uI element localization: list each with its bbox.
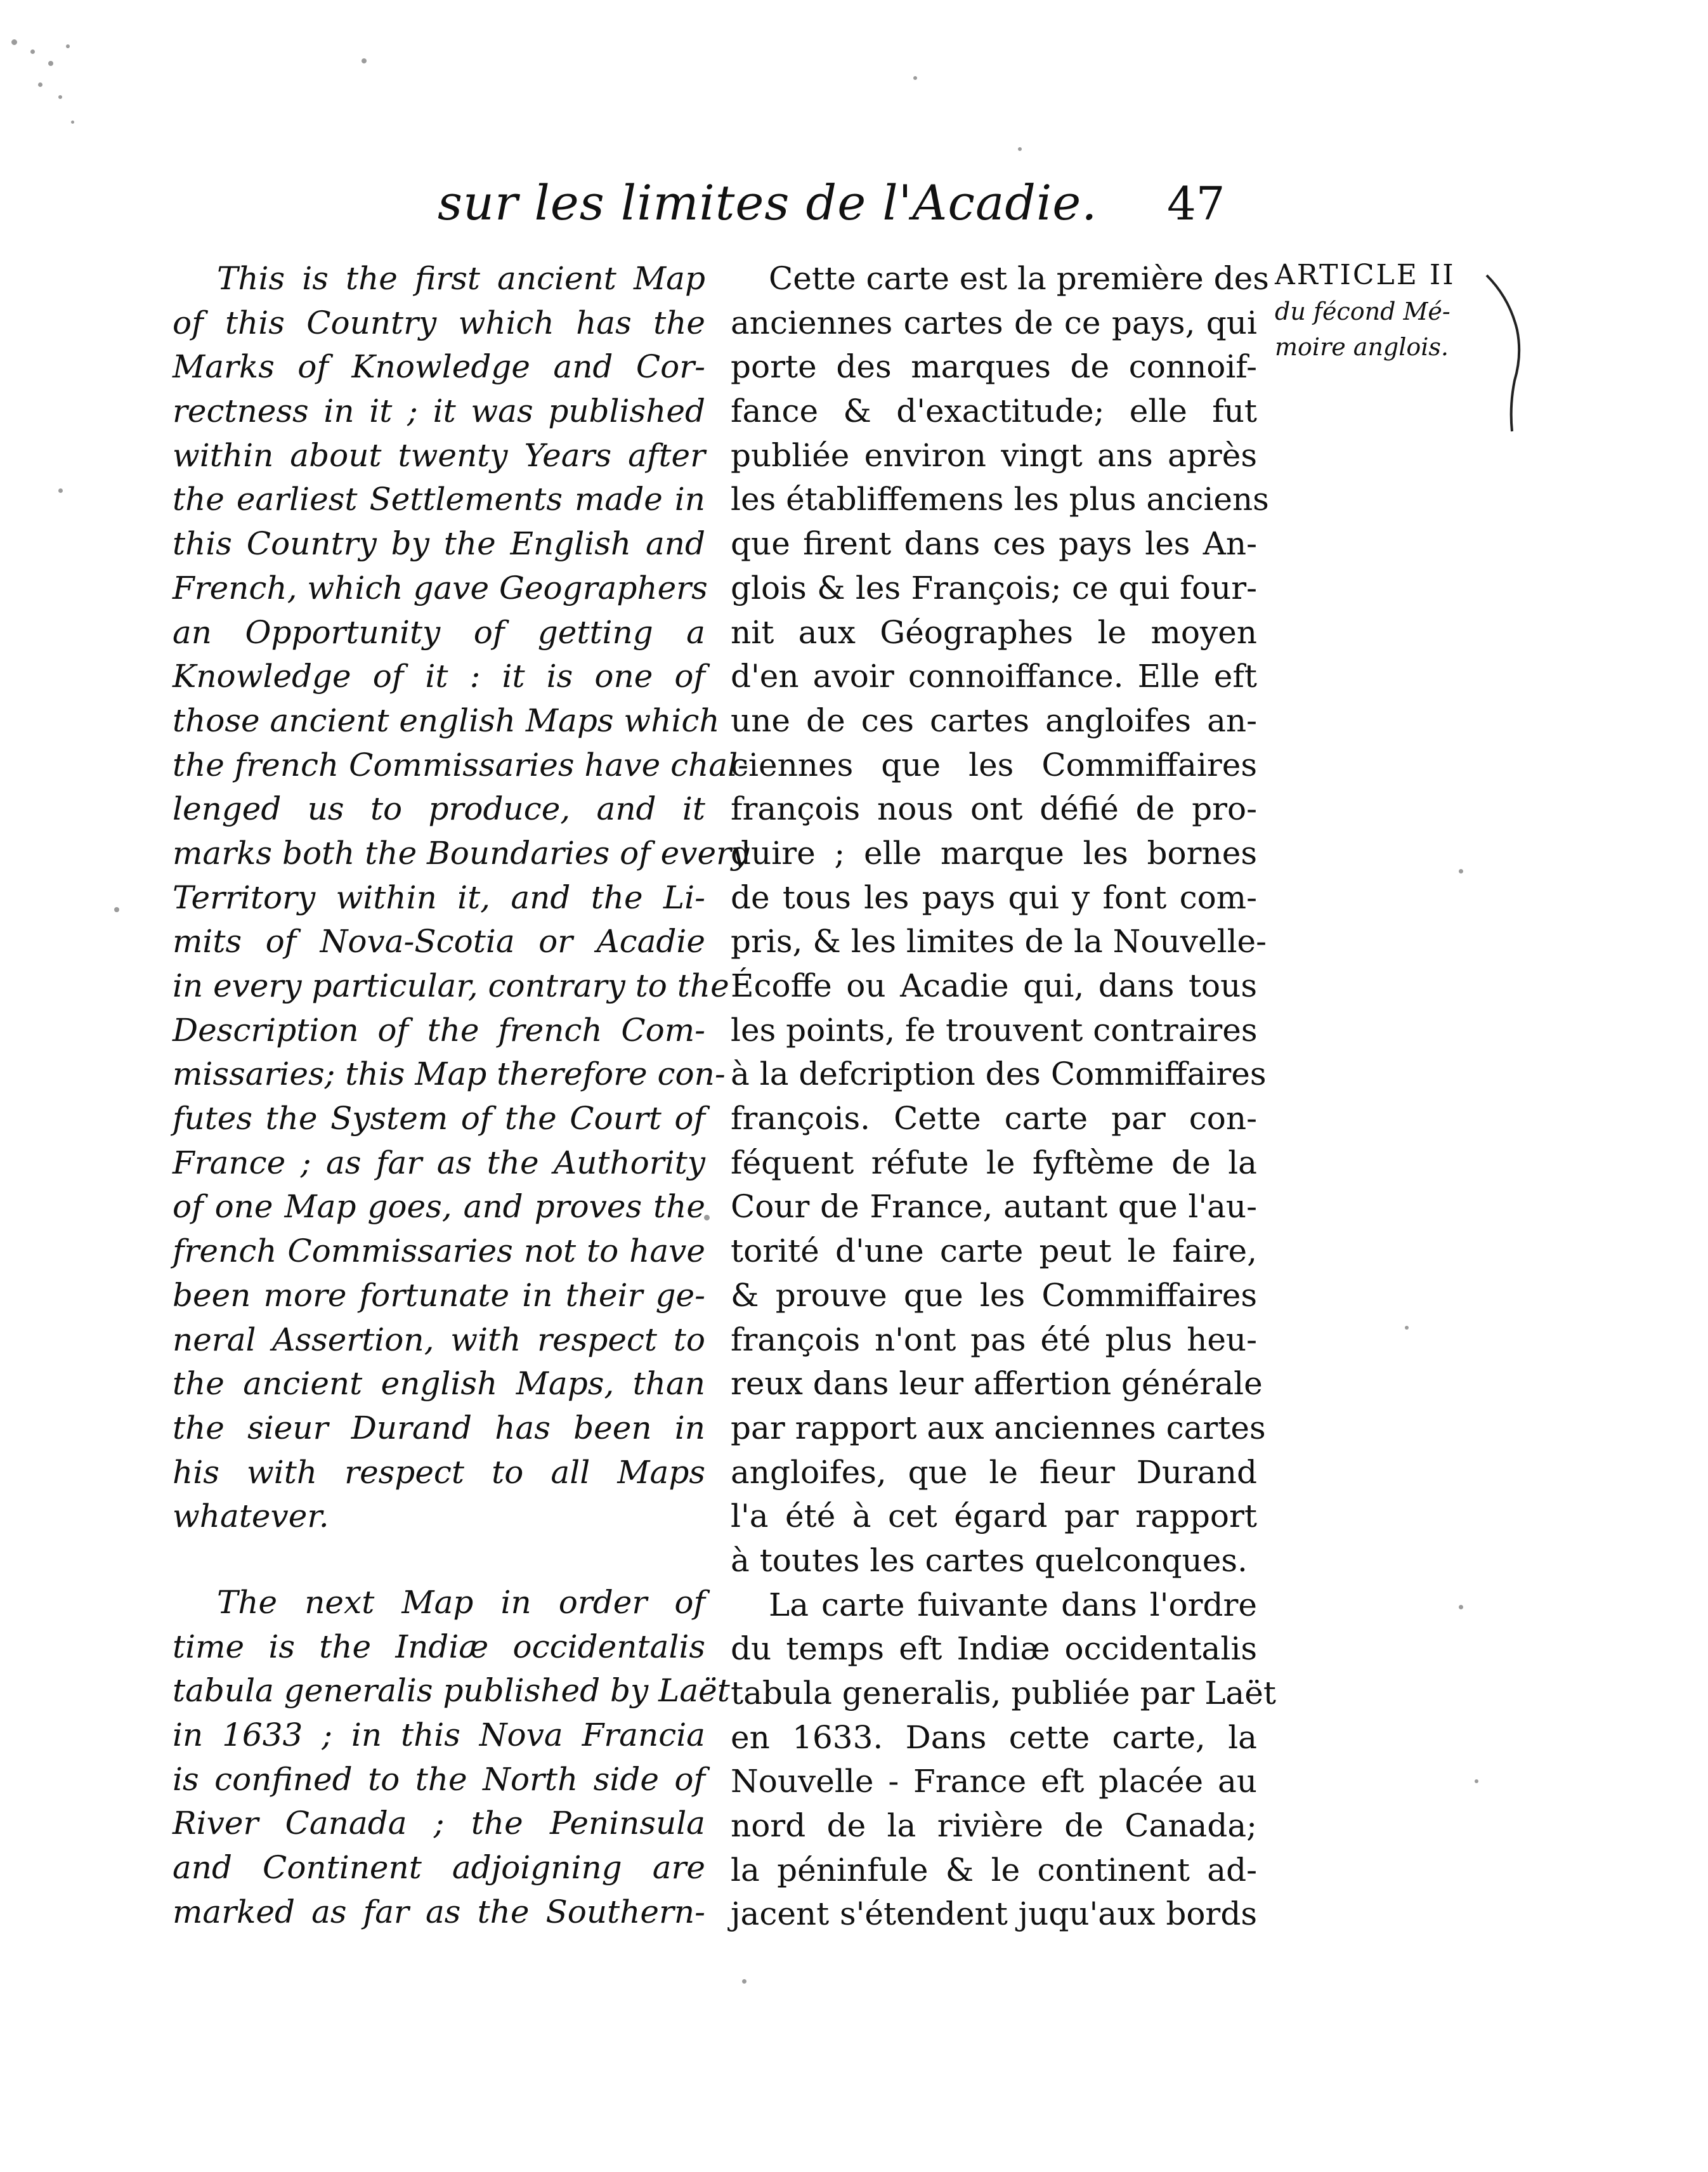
- margin-note-line: moire anglois.: [1275, 333, 1449, 361]
- margin-bracket-icon: [1484, 273, 1529, 438]
- text-line: rectness in it ; it was published: [173, 393, 705, 430]
- page-number: 47: [1167, 177, 1225, 230]
- text-line: une de ces cartes angloifes an-: [731, 702, 1257, 739]
- text-line: en 1633. Dans cette carte, la: [731, 1718, 1257, 1756]
- text-line: futes the System of the Court of: [173, 1100, 705, 1137]
- scan-speck: [114, 907, 119, 912]
- text-line: françois n'ont pas été plus heu-: [731, 1321, 1257, 1358]
- text-line: River Canada ; the Peninsula: [173, 1805, 705, 1842]
- text-line: féquent réfute le fyftème de la: [731, 1144, 1257, 1181]
- text-line: les établiffemens les plus anciens: [731, 481, 1269, 518]
- text-line: Écoffe ou Acadie qui, dans tous: [731, 967, 1257, 1004]
- text-line: time is the Indiæ occidentalis: [173, 1628, 705, 1665]
- text-line: the french Commissaries have chal-: [173, 746, 749, 783]
- text-line: Nouvelle - France eft placée au: [731, 1763, 1257, 1800]
- text-line: jacent s'étendent juqu'aux bords: [731, 1895, 1257, 1933]
- text-line: la péninfule & le continent ad-: [731, 1851, 1257, 1888]
- text-line: his with respect to all Maps: [173, 1453, 705, 1491]
- text-line: the earliest Settlements made in: [173, 481, 705, 518]
- paragraph-gap: [173, 1539, 705, 1581]
- text-line: of this Country which has the: [173, 304, 705, 341]
- text-line: missaries; this Map therefore con-: [173, 1056, 726, 1093]
- text-line: tabula generalis published by Laët: [173, 1672, 730, 1710]
- text-line: the ancient english Maps, than: [173, 1365, 705, 1403]
- text-line: French, which gave Geographers: [173, 569, 708, 606]
- text-line: duire ; elle marque les bornes: [731, 834, 1257, 872]
- scan-speck: [362, 58, 367, 63]
- text-line: glois & les François; ce qui four-: [731, 569, 1257, 606]
- text-line: in 1633 ; in this Nova Francia: [173, 1717, 705, 1753]
- scan-speck: [71, 121, 74, 124]
- text-line: Knowledge of it : it is one of: [173, 658, 705, 695]
- text-line: Cour de France, autant que l'au-: [731, 1188, 1257, 1226]
- text-line: marks both the Boundaries of every: [173, 834, 750, 872]
- text-line: is confined to the North side of: [173, 1760, 705, 1798]
- text-line: Marks of Knowledge and Cor-: [173, 348, 705, 386]
- english-column: [173, 257, 750, 1934]
- scan-speck: [58, 95, 62, 99]
- text-line: Cette carte est la première des: [769, 260, 1269, 297]
- text-line: within about twenty Years after: [173, 436, 705, 474]
- scan-speck: [913, 76, 917, 80]
- french-column: [731, 257, 1276, 1937]
- text-line: Territory within it, and the Li-: [173, 879, 705, 916]
- text-line: françois. Cette carte par con-: [731, 1100, 1257, 1137]
- running-header: [438, 174, 1262, 244]
- french-paragraph-2: [731, 1583, 1276, 1937]
- text-line: reux dans leur affertion générale: [731, 1365, 1263, 1403]
- text-line: and Continent adjoigning are: [173, 1849, 705, 1887]
- english-paragraph-1: [173, 257, 750, 1539]
- text-line: pris, & les limites de la Nouvelle-: [731, 923, 1267, 960]
- text-line: par rapport aux anciennes cartes: [731, 1409, 1266, 1446]
- text-line: those ancient english Maps which: [173, 702, 720, 739]
- text-line: La carte fuivante dans l'ordre: [769, 1586, 1257, 1623]
- margin-note-title: ARTICLE II: [1275, 259, 1456, 291]
- text-line: been more fortunate in their ge-: [173, 1276, 705, 1314]
- text-line: fance & d'exactitude; elle fut: [731, 393, 1257, 430]
- text-line: les points, fe trouvent contraires: [731, 1011, 1258, 1049]
- text-line: The next Map in order of: [217, 1583, 705, 1621]
- text-line: & prouve que les Commiffaires: [731, 1276, 1257, 1314]
- text-line: angloifes, que le fieur Durand: [731, 1453, 1257, 1491]
- scan-speck: [1475, 1779, 1478, 1783]
- text-line: of one Map goes, and proves the: [173, 1188, 705, 1226]
- text-line: France ; as far as the Authority: [173, 1144, 705, 1181]
- running-title: sur les limites de l'Acadie.: [438, 174, 1098, 231]
- text-line: porte des marques de connoif-: [731, 348, 1257, 386]
- text-line: publiée environ vingt ans après: [731, 436, 1257, 474]
- text-line: marked as far as the Southern-: [173, 1893, 705, 1930]
- text-line: this Country by the English and: [173, 525, 705, 563]
- english-paragraph-2: [173, 1581, 730, 1935]
- scan-speck: [66, 44, 70, 48]
- scan-speck: [38, 82, 42, 87]
- scan-speck: [11, 39, 17, 45]
- scan-speck: [58, 488, 63, 493]
- text-line: Description of the french Com-: [173, 1011, 705, 1049]
- text-line: in every particular, contrary to the: [173, 967, 729, 1004]
- text-line: an Opportunity of getting a: [173, 613, 705, 651]
- scan-speck: [1018, 147, 1022, 151]
- scan-speck: [1405, 1326, 1409, 1330]
- text-line: à toutes les cartes quelconques.: [731, 1541, 1248, 1579]
- text-line: d'en avoir connoiffance. Elle eft: [731, 658, 1257, 695]
- text-line: This is the first ancient Map: [217, 260, 705, 297]
- scan-speck: [1459, 869, 1463, 873]
- text-line: neral Assertion, with respect to: [173, 1321, 705, 1358]
- text-line: françois nous ont défié de pro-: [731, 790, 1257, 828]
- text-line: the sieur Durand has been in: [173, 1409, 705, 1446]
- text-line: mits of Nova-Scotia or Acadie: [173, 923, 705, 960]
- scan-speck: [30, 49, 35, 54]
- scan-speck: [742, 1979, 746, 1984]
- text-line: anciennes cartes de ce pays, qui: [731, 304, 1257, 341]
- scan-speck: [1459, 1605, 1463, 1609]
- text-line: nit aux Géographes le moyen: [731, 613, 1257, 651]
- margin-note: [1275, 257, 1484, 365]
- text-line: nord de la rivière de Canada;: [731, 1807, 1257, 1845]
- text-line: torité d'une carte peut le faire,: [731, 1233, 1257, 1270]
- text-line: du temps eft Indiæ occidentalis: [731, 1630, 1257, 1668]
- text-line: à la defcription des Commiffaires: [731, 1056, 1267, 1093]
- margin-note-line: du fécond Mé-: [1275, 298, 1450, 325]
- text-line: ciennes que les Commiffaires: [731, 746, 1257, 783]
- text-line: l'a été à cet égard par rapport: [731, 1498, 1257, 1535]
- text-line: whatever.: [173, 1498, 329, 1535]
- text-line: french Commissaries not to have: [173, 1233, 705, 1270]
- text-line: lenged us to produce, and it: [173, 790, 705, 828]
- scan-speck: [48, 61, 53, 66]
- french-paragraph-1: [731, 257, 1269, 1583]
- text-line: que firent dans ces pays les An-: [731, 525, 1257, 563]
- text-line: tabula generalis, publiée par Laët: [731, 1675, 1276, 1711]
- text-line: de tous les pays qui y font com-: [731, 879, 1257, 916]
